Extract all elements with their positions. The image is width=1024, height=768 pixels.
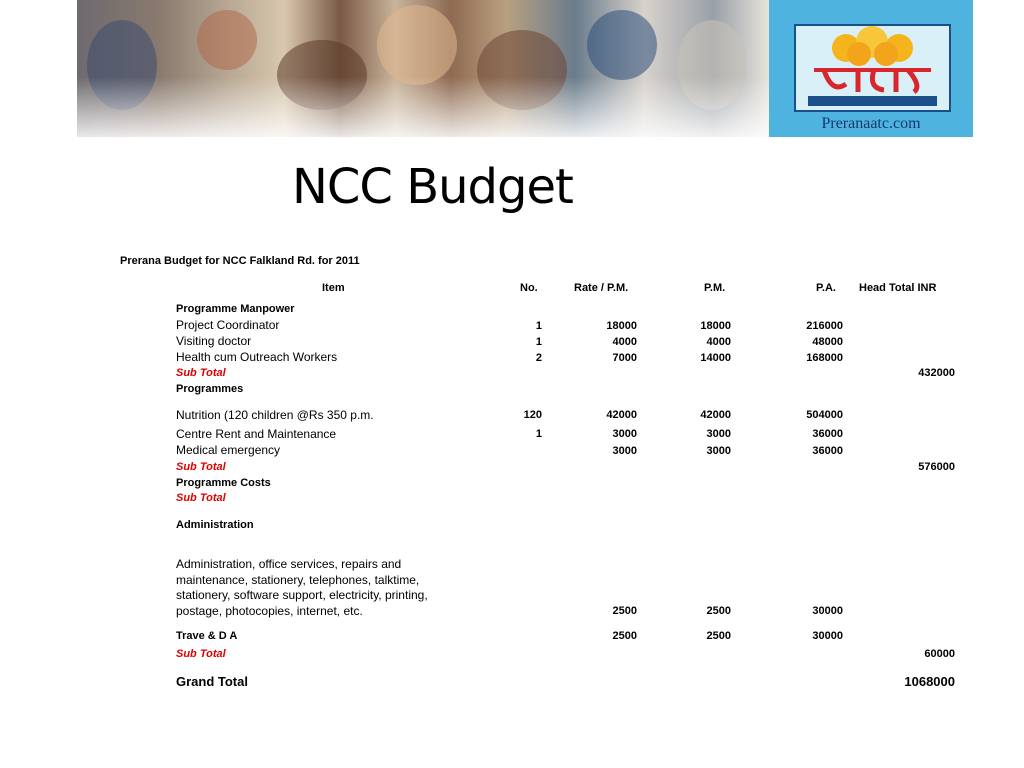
travel-rate: 2500 <box>612 630 637 642</box>
row-pa: 36000 <box>812 445 843 457</box>
section-programme-costs: Programme Costs <box>176 477 271 489</box>
section-programme-manpower: Programme Manpower <box>176 303 295 315</box>
row-pa: 216000 <box>806 320 843 332</box>
row-no: 1 <box>535 336 542 348</box>
row-no: 1 <box>535 320 542 332</box>
row-item: Medical emergency <box>176 443 281 457</box>
row-pm: 14000 <box>700 352 731 364</box>
travel-pa: 30000 <box>812 630 843 642</box>
row-item: Health cum Outreach Workers <box>176 350 338 364</box>
admin-line: maintenance, stationery, telephones, talktime, <box>176 572 420 587</box>
logo-caption: Preranaatc.com <box>821 115 921 132</box>
admin-line: stationery, software support, electricity, printing, <box>176 588 428 602</box>
subtotal-label: Sub Total <box>176 648 226 660</box>
subtotal-value: 576000 <box>918 461 955 473</box>
row-rate: 7000 <box>612 352 637 364</box>
admin-line: postage, photocopies, internet, etc. <box>176 603 363 618</box>
row-pm: 42000 <box>700 409 731 421</box>
subtotal-label: Sub Total <box>176 367 226 379</box>
section-programmes: Programmes <box>176 383 244 395</box>
row-pa: 168000 <box>806 352 843 364</box>
row-no: 120 <box>523 409 542 421</box>
header-pa: P.A. <box>816 282 836 294</box>
row-no: 1 <box>535 428 542 440</box>
section-administration: Administration <box>176 519 254 531</box>
row-pm: 18000 <box>700 320 731 332</box>
row-pm: 3000 <box>706 428 731 440</box>
row-item: Visiting doctor <box>176 334 252 348</box>
row-pm: 4000 <box>706 336 731 348</box>
header-rate: Rate / P.M. <box>574 282 629 294</box>
row-item: Centre Rent and Maintenance <box>176 427 337 441</box>
page-title: NCC Budget <box>292 159 573 215</box>
row-rate: 18000 <box>606 320 637 332</box>
subtotal-value: 432000 <box>918 367 955 379</box>
row-rate: 3000 <box>612 445 637 457</box>
admin-pm: 2500 <box>706 605 731 617</box>
banner-photo-collage <box>77 0 769 137</box>
subtotal-label: Sub Total <box>176 461 226 473</box>
header-pm: P.M. <box>704 282 726 294</box>
admin-description <box>176 557 428 619</box>
row-item: Nutrition (120 children @Rs 350 p.m. <box>176 408 374 422</box>
row-pa: 36000 <box>812 428 843 440</box>
travel-item: Trave & D A <box>176 630 238 642</box>
logo-emblem <box>794 24 951 112</box>
admin-pa: 30000 <box>812 605 843 617</box>
row-rate: 3000 <box>612 428 637 440</box>
row-item: Project Coordinator <box>176 318 280 332</box>
admin-rate: 2500 <box>612 605 637 617</box>
row-rate: 42000 <box>606 409 637 421</box>
row-no: 2 <box>535 352 542 364</box>
row-pa: 504000 <box>806 409 843 421</box>
grand-total-label: Grand Total <box>176 674 248 689</box>
header-banner <box>77 0 973 137</box>
row-pm: 3000 <box>706 445 731 457</box>
header-no: No. <box>520 282 538 294</box>
row-pa: 48000 <box>812 336 843 348</box>
subtotal-value: 60000 <box>924 648 955 660</box>
header-head-total: Head Total INR <box>859 282 937 294</box>
admin-line: Administration, office services, repairs and <box>176 557 402 571</box>
travel-pm: 2500 <box>706 630 731 642</box>
grand-total-value: 1068000 <box>904 674 955 689</box>
row-rate: 4000 <box>612 336 637 348</box>
header-item: Item <box>322 282 345 294</box>
subtotal-label: Sub Total <box>176 492 226 504</box>
budget-caption: Prerana Budget for NCC Falkland Rd. for 2011 <box>120 255 360 267</box>
prerana-logo <box>769 0 973 137</box>
